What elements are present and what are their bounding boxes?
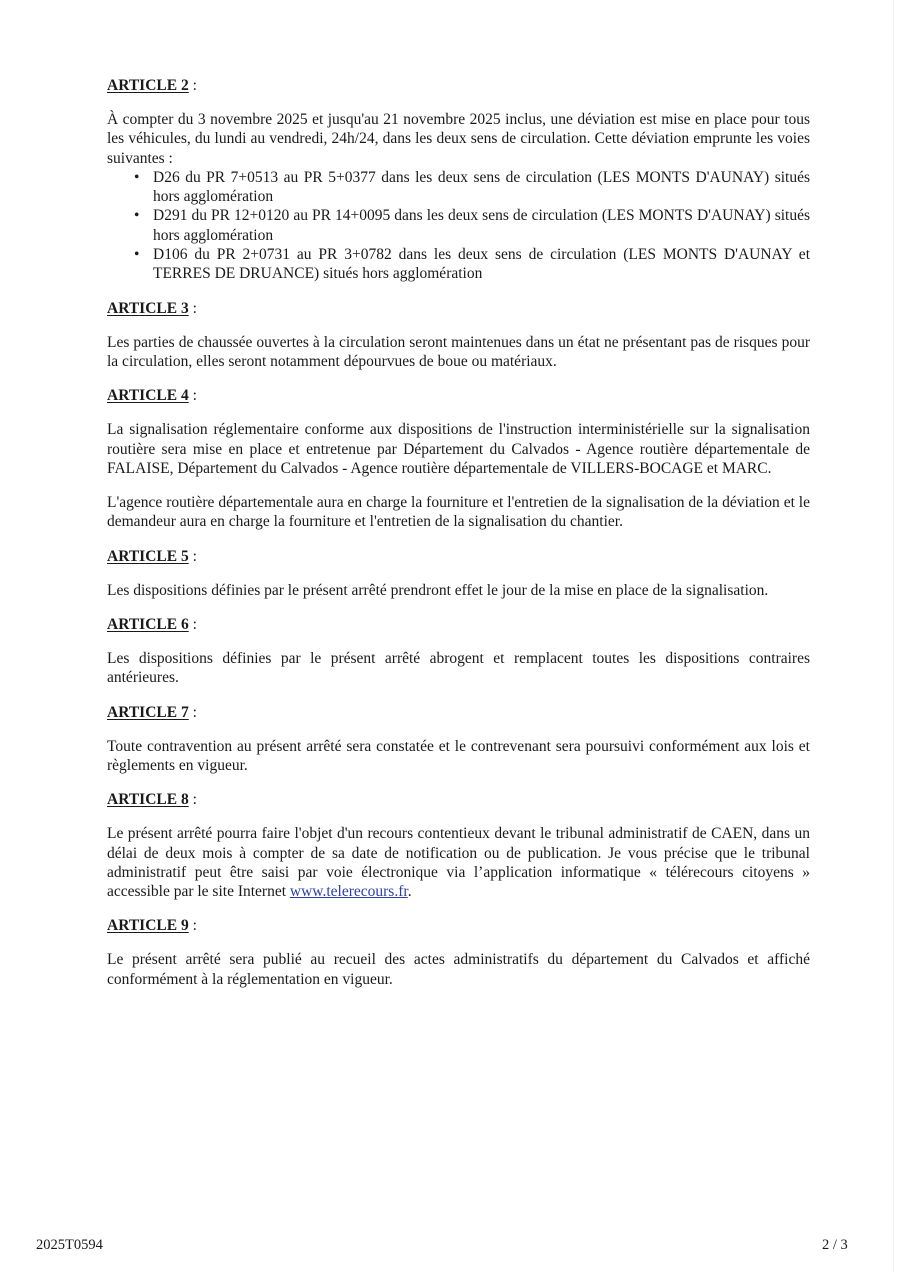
heading-colon: :	[192, 703, 197, 721]
paragraph-text: Le présent arrêté pourra faire l'objet d'un recours contentieux devant le tribunal administratif de CAEN, dans un délai de deux mois à compter de sa date de notification ou de publication. Je vous précise que le tribunal administratif peut être saisi par voie électronique via l’application informatique « télérecours citoyens » accessible par le site Internet	[107, 825, 810, 901]
article-title: ARTICLE 7	[107, 703, 189, 721]
article-title: ARTICLE 2	[107, 77, 189, 94]
article-paragraph: Le présent arrêté sera publié au recueil des actes administratifs du département du Calvados et affiché conformément à la réglementation en vigueur.	[107, 951, 810, 988]
list-item-text: D106 du PR 2+0731 au PR 3+0782 dans les deux sens de circulation (LES MONTS D'AUNAY et TERRES DE DRUANCE) situés hors agglomération	[153, 246, 810, 283]
article-heading	[107, 916, 810, 935]
article-paragraph: Les dispositions définies par le présent arrêté abrogent et remplacent toutes les dispositions contraires antérieures.	[107, 650, 810, 687]
article-7	[107, 703, 810, 776]
scan-edge-line	[893, 0, 894, 1272]
article-heading	[107, 76, 810, 95]
bullet-icon: •	[134, 168, 140, 186]
article-heading	[107, 790, 810, 809]
footer-reference: 2025T0594	[36, 1237, 103, 1253]
list-item-text: D26 du PR 7+0513 au PR 5+0377 dans les deux sens de circulation (LES MONTS D'AUNAY) situés hors agglomération	[153, 168, 810, 206]
deviation-route-list	[107, 168, 810, 284]
article-paragraph: Les parties de chaussée ouvertes à la circulation seront maintenues dans un état ne présentant pas de risques pour la circulation, elles seront notamment dépourvues de boue ou matériaux.	[107, 333, 810, 370]
list-item	[107, 245, 810, 284]
article-8	[107, 790, 810, 901]
article-paragraph: La signalisation réglementaire conforme aux dispositions de l'instruction interministérielle sur la signalisation routière sera mise en place et entretenue par Département du Calvados - Agence routière départementale de FALAISE, Département du Calvados - Agence routière départementale de VILLERS-BOCAGE et MARC.	[107, 421, 810, 477]
article-paragraph	[107, 824, 810, 901]
article-title: ARTICLE 5	[107, 547, 189, 565]
article-heading	[107, 703, 810, 722]
article-5	[107, 547, 810, 600]
article-9	[107, 916, 810, 989]
heading-colon: :	[192, 387, 197, 405]
list-item-text: D291 du PR 12+0120 au PR 14+0095 dans les deux sens de circulation (LES MONTS D'AUNAY) situés hors agglomération	[153, 207, 810, 244]
list-item	[107, 206, 810, 245]
heading-colon: :	[192, 616, 197, 634]
article-title: ARTICLE 4	[107, 387, 189, 405]
article-4	[107, 386, 810, 531]
article-title: ARTICLE 3	[107, 299, 189, 317]
article-heading	[107, 547, 810, 566]
article-heading	[107, 299, 810, 318]
bullet-icon: •	[134, 246, 140, 264]
article-heading	[107, 386, 810, 405]
article-paragraph: L'agence routière départementale aura en charge la fourniture et l'entretien de la signalisation de la déviation et le demandeur aura en charge la fourniture et l'entretien de la signalisation du chantier.	[107, 494, 810, 531]
heading-colon: :	[192, 791, 197, 809]
article-3	[107, 299, 810, 372]
article-paragraph: Toute contravention au présent arrêté sera constatée et le contrevenant sera poursuivi conformément aux lois et règlements en vigueur.	[107, 737, 810, 774]
article-title: ARTICLE 9	[107, 917, 189, 935]
list-item	[107, 168, 810, 207]
article-heading	[107, 615, 810, 634]
heading-colon: :	[192, 547, 197, 565]
paragraph-text-end: .	[407, 883, 412, 901]
telerecours-link[interactable]: www.telerecours.fr	[289, 883, 408, 901]
article-6	[107, 615, 810, 688]
heading-colon: :	[192, 917, 197, 935]
article-title: ARTICLE 6	[107, 616, 189, 634]
article-2	[107, 76, 810, 284]
bullet-icon: •	[134, 207, 140, 225]
article-paragraph: À compter du 3 novembre 2025 et jusqu'au 21 novembre 2025 inclus, une déviation est mise en place pour tous les véhicules, du lundi au vendredi, 24h/24, dans les deux sens de circulation. Cette déviation emprunte les voies suivantes :	[107, 111, 810, 167]
footer-page-number: 2 / 3	[822, 1237, 848, 1253]
heading-colon: :	[192, 299, 197, 317]
heading-colon: :	[192, 77, 197, 94]
article-title: ARTICLE 8	[107, 791, 189, 809]
document-body	[107, 76, 810, 989]
article-paragraph: Les dispositions définies par le présent arrêté prendront effet le jour de la mise en place de la signalisation.	[107, 581, 769, 599]
